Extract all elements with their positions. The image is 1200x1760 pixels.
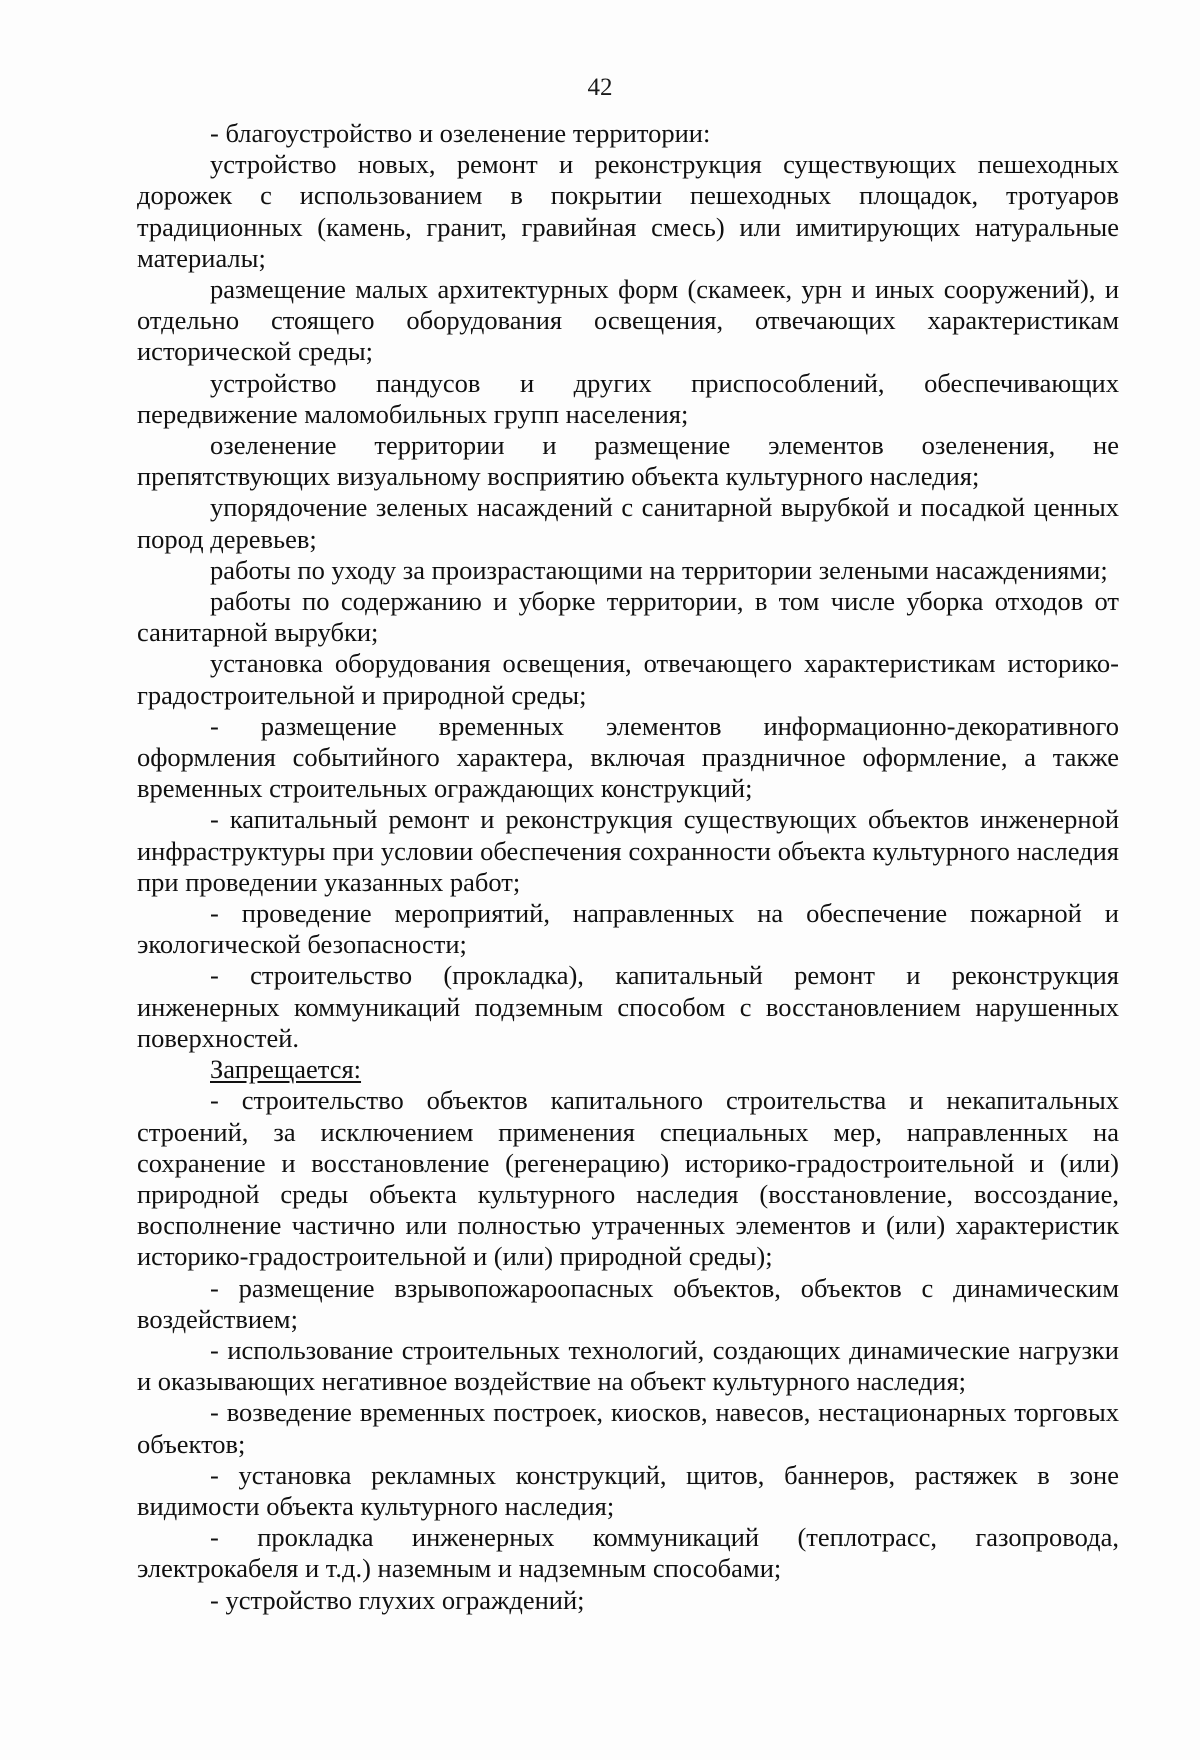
prohibited-heading: Запрещается: xyxy=(210,1054,362,1085)
paragraph-small-architectural-forms: размещение малых архитектурных форм (скамеек, урн и иных сооружений), и отдельно стоящего оборудования освещения, отвечающих характеристикам исторической среды; xyxy=(137,274,1119,367)
prohibited-item-temporary-buildings: - возведение временных построек, киосков, навесов, нестационарных торговых объектов; xyxy=(137,1397,1119,1459)
prohibited-item-capital-construction: - строительство объектов капитального строительства и некапитальных строений, за исключением применения специальных мер, направленных на сохранение и восстановление (регенерацию) историко-градостроительной и (или) природной среды объекта культурного наследия (восстановление, воссоздание, восполнение частично или полностью утраченных элементов и (или) характеристик историко-градостроительной и (или) природной среды); xyxy=(137,1085,1119,1272)
paragraph-lighting: установка оборудования освещения, отвечающего характеристикам историко-градостроительной и природной среды; xyxy=(137,648,1119,710)
prohibited-heading-line xyxy=(137,1054,1119,1085)
prohibited-item-advertising: - установка рекламных конструкций, щитов, баннеров, растяжек в зоне видимости объекта культурного наследия; xyxy=(137,1459,1119,1521)
paragraph-safety-measures: - проведение мероприятий, направленных на обеспечение пожарной и экологической безопасности; xyxy=(137,898,1119,960)
paragraph-cleaning-works: работы по содержанию и уборке территории, в том числе уборка отходов от санитарной вырубки; xyxy=(137,586,1119,648)
document-body xyxy=(137,118,1119,1616)
paragraph-infrastructure-repair: - капитальный ремонт и реконструкция существующих объектов инженерной инфраструктуры при условии обеспечения сохранности объекта культурного наследия при проведении указанных работ; xyxy=(137,804,1119,897)
prohibited-item-dynamic-loads: - использование строительных технологий, создающих динамические нагрузки и оказывающих негативное воздействие на объект культурного наследия; xyxy=(137,1334,1119,1397)
paragraph-ramps: устройство пандусов и других приспособлений, обеспечивающих передвижение маломобильных групп населения; xyxy=(137,367,1119,429)
page-number: 42 xyxy=(587,74,613,101)
paragraph-underground-utilities: - строительство (прокладка), капитальный ремонт и реконструкция инженерных коммуникаций подземным способом с восстановлением нарушенных поверхностей. xyxy=(137,960,1119,1053)
paragraph-temporary-decor: - размещение временных элементов информационно-декоративного оформления событийного характера, включая праздничное оформление, а также временных строительных ограждающих конструкций; xyxy=(137,710,1119,804)
paragraph-footpaths: устройство новых, ремонт и реконструкция существующих пешеходных дорожек с использованием в покрытии пешеходных площадок, тротуаров традиционных (камень, гранит, гравийная смесь) или имитирующих натуральные материалы; xyxy=(137,149,1119,273)
paragraph-care-works: работы по уходу за произрастающими на территории зелеными насаждениями; xyxy=(210,554,1108,585)
prohibited-item-overground-utilities: - прокладка инженерных коммуникаций (теплотрасс, газопровода, электрокабеля и т.д.) наземным и надземным способами; xyxy=(137,1522,1119,1584)
prohibited-item-solid-fences: - устройство глухих ограждений; xyxy=(210,1584,585,1615)
prohibited-item-explosive-objects: - размещение взрывопожароопасных объектов, объектов с динамическим воздействием; xyxy=(137,1272,1119,1334)
paragraph-greening: озеленение территории и размещение элементов озеленения, не препятствующих визуальному восприятию объекта культурного наследия; xyxy=(137,430,1119,492)
paragraph-landscaping-heading: - благоустройство и озеленение территории: xyxy=(210,118,711,148)
paragraph-green-plantings: упорядочение зеленых насаждений с санитарной вырубкой и посадкой ценных пород деревьев; xyxy=(137,492,1119,554)
